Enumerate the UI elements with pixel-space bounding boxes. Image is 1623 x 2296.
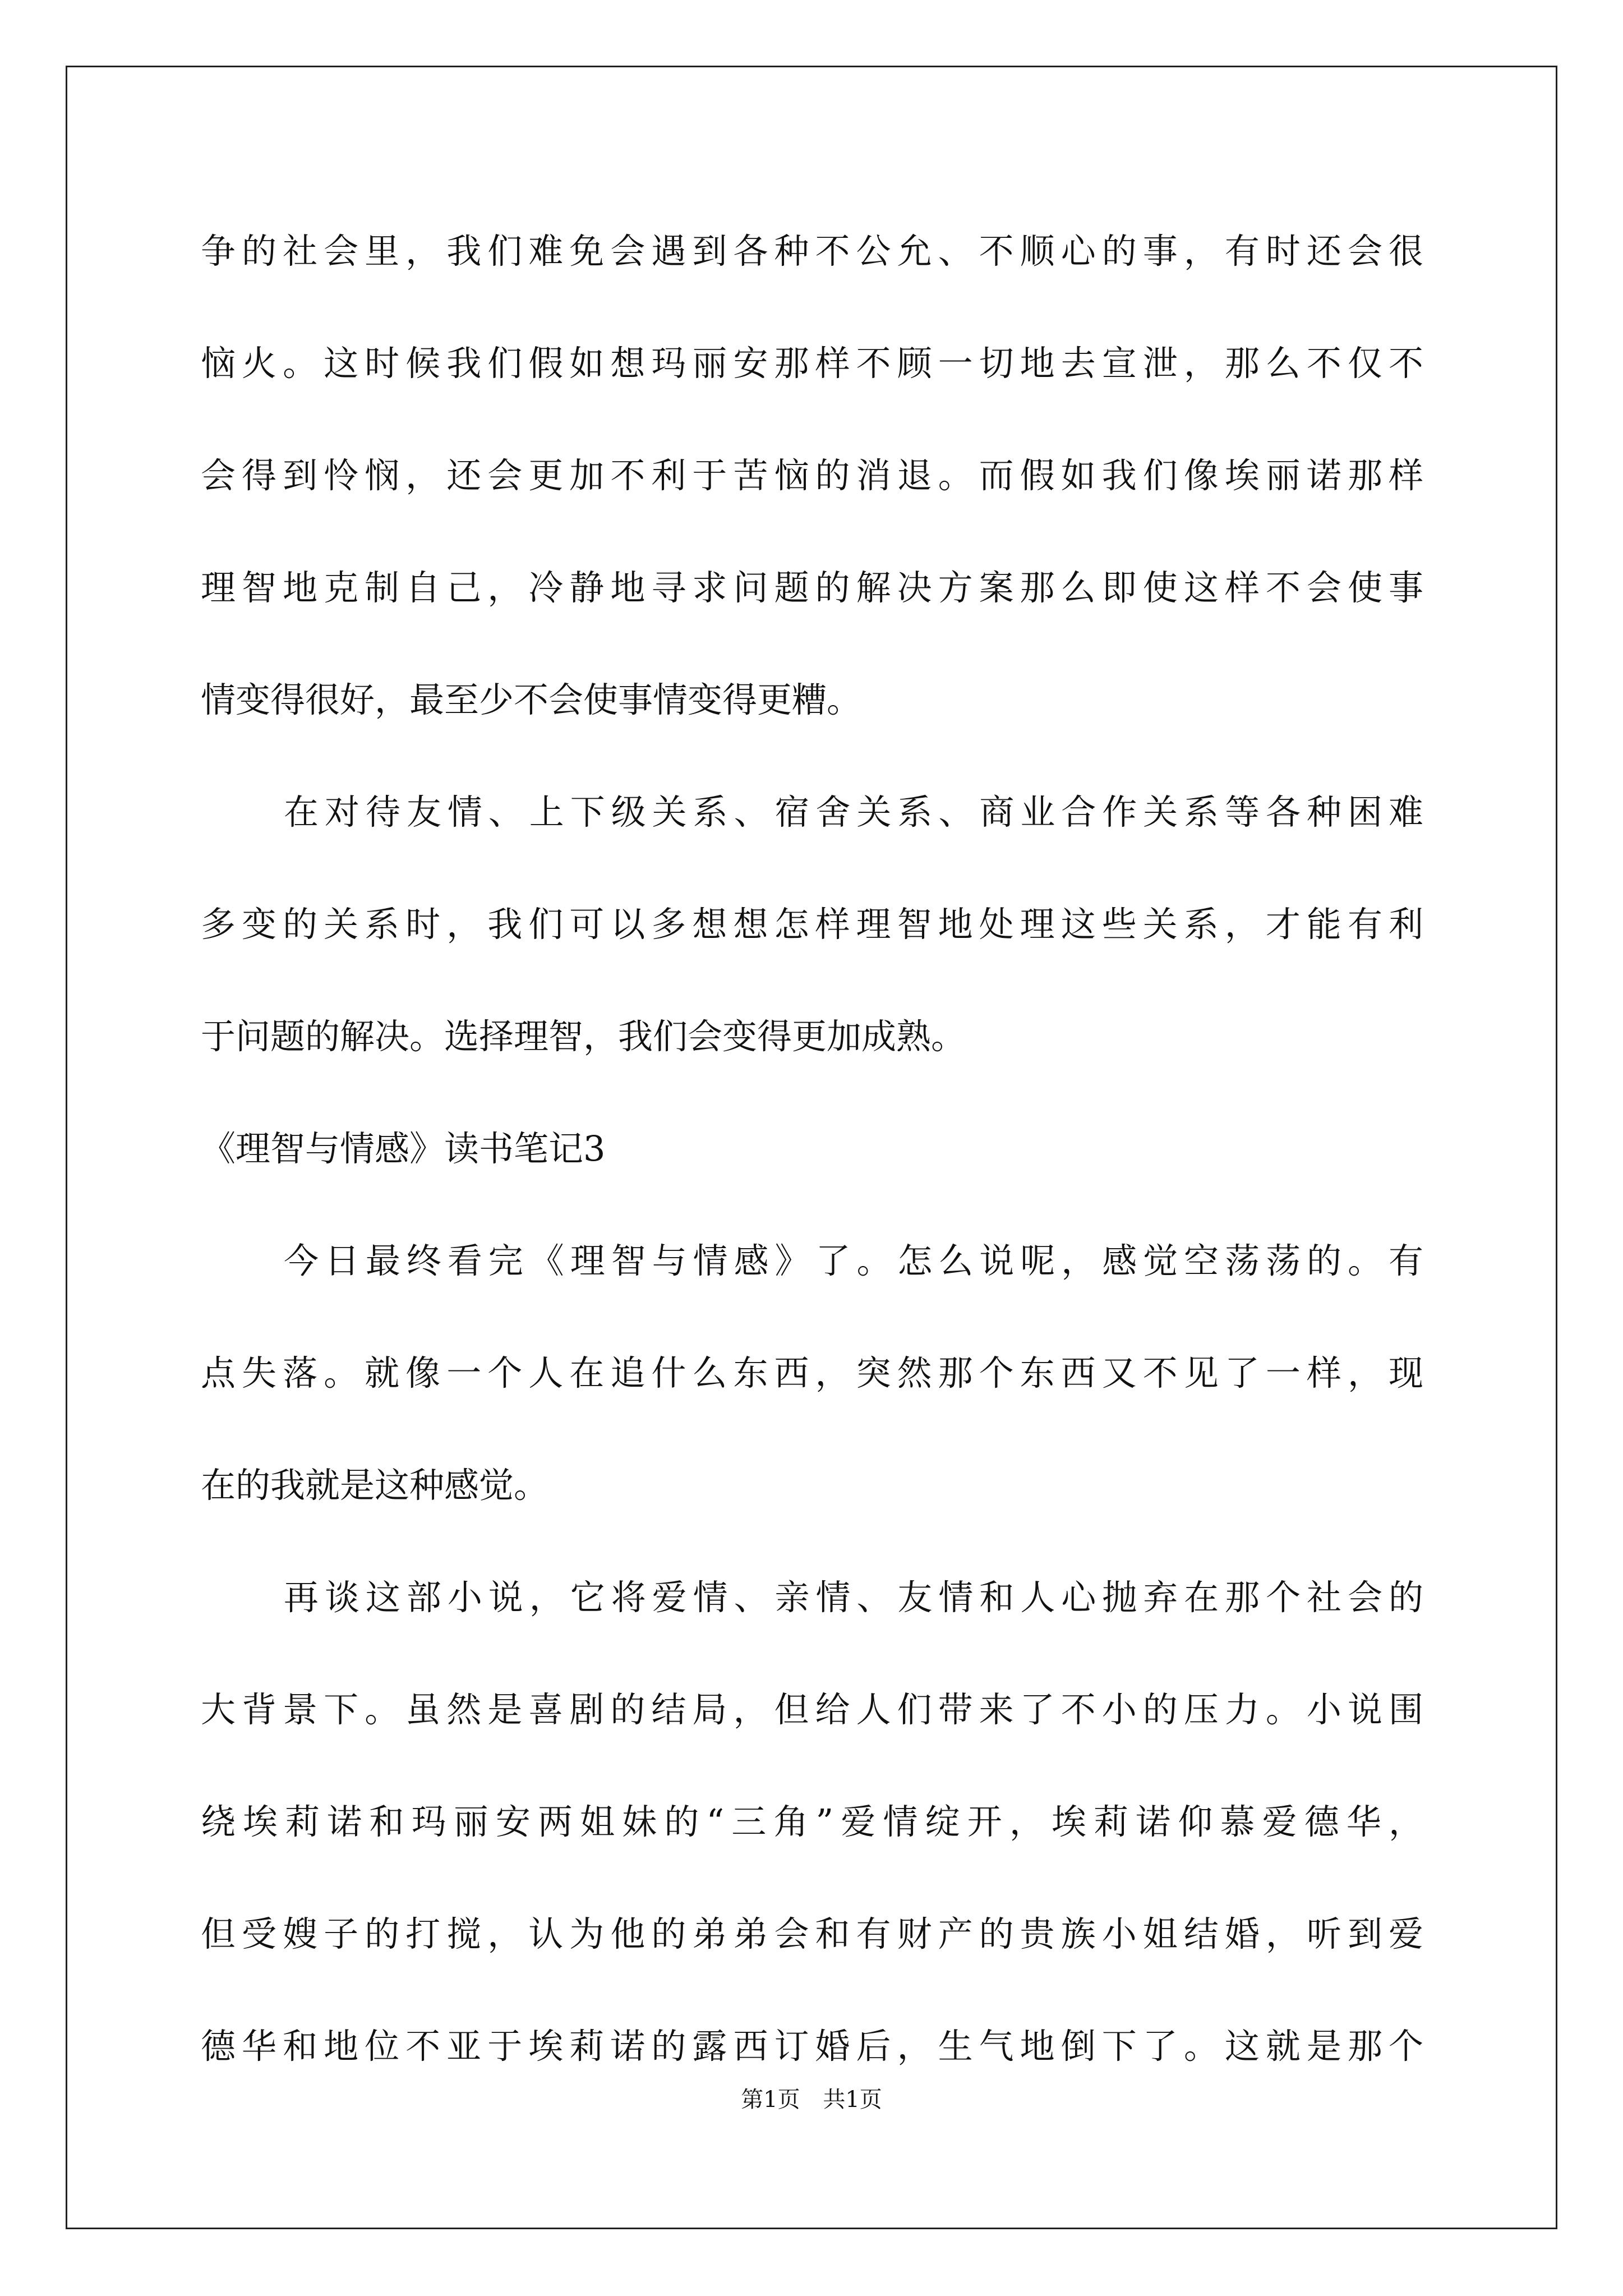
- text-line: 争的社会里，我们难免会遇到各种不公允、不顺心的事，有时还会很: [201, 231, 1423, 272]
- paragraph-first-line: 在对待友情、上下级关系、宿舍关系、商业合作关系等各种困难: [284, 792, 1423, 832]
- text-line: 于问题的解决。选择理智，我们会变得更加成熟。: [201, 1016, 966, 1057]
- paragraph-first-line: 今日最终看完《理智与情感》了。怎么说呢，感觉空荡荡的。有: [284, 1240, 1423, 1281]
- text-line: 但受嫂子的打搅，认为他的弟弟会和有财产的贵族小姐结婚，听到爱: [201, 1913, 1423, 1954]
- text-line: 绕埃莉诺和玛丽安两姐妹的“三角”爱情绽开，埃莉诺仰慕爱德华，: [201, 1801, 1423, 1842]
- text-line: 在的我就是这种感觉。: [201, 1465, 549, 1506]
- text-line: 点失落。就像一个人在追什么东西，突然那个东西又不见了一样，现: [201, 1352, 1423, 1393]
- page-footer: [0, 2086, 1623, 2114]
- text-line: 理智地克制自己，冷静地寻求问题的解决方案那么即使这样不会使事: [201, 567, 1423, 608]
- text-line: 大背景下。虽然是喜剧的结局，但给人们带来了不小的压力。小说围: [201, 1689, 1423, 1730]
- paragraph-first-line: 再谈这部小说，它将爱情、亲情、友情和人心抛弃在那个社会的: [284, 1577, 1423, 1618]
- document-body: [201, 223, 1423, 2131]
- text-line: 情变得很好，最至少不会使事情变得更糟。: [201, 679, 862, 720]
- page-total: 共1页: [823, 2087, 882, 2113]
- section-heading: 《理智与情感》读书笔记3: [201, 1128, 606, 1169]
- text-line: 恼火。这时候我们假如想玛丽安那样不顾一切地去宣泄，那么不仅不: [201, 343, 1423, 384]
- text-line: 德华和地位不亚于埃莉诺的露西订婚后，生气地倒下了。这就是那个: [201, 2026, 1423, 2067]
- page-number: 第1页: [741, 2087, 800, 2113]
- text-line: 多变的关系时，我们可以多想想怎样理智地处理这些关系，才能有利: [201, 904, 1423, 945]
- text-line: 会得到怜悯，还会更加不利于苦恼的消退。而假如我们像埃丽诺那样: [201, 455, 1423, 496]
